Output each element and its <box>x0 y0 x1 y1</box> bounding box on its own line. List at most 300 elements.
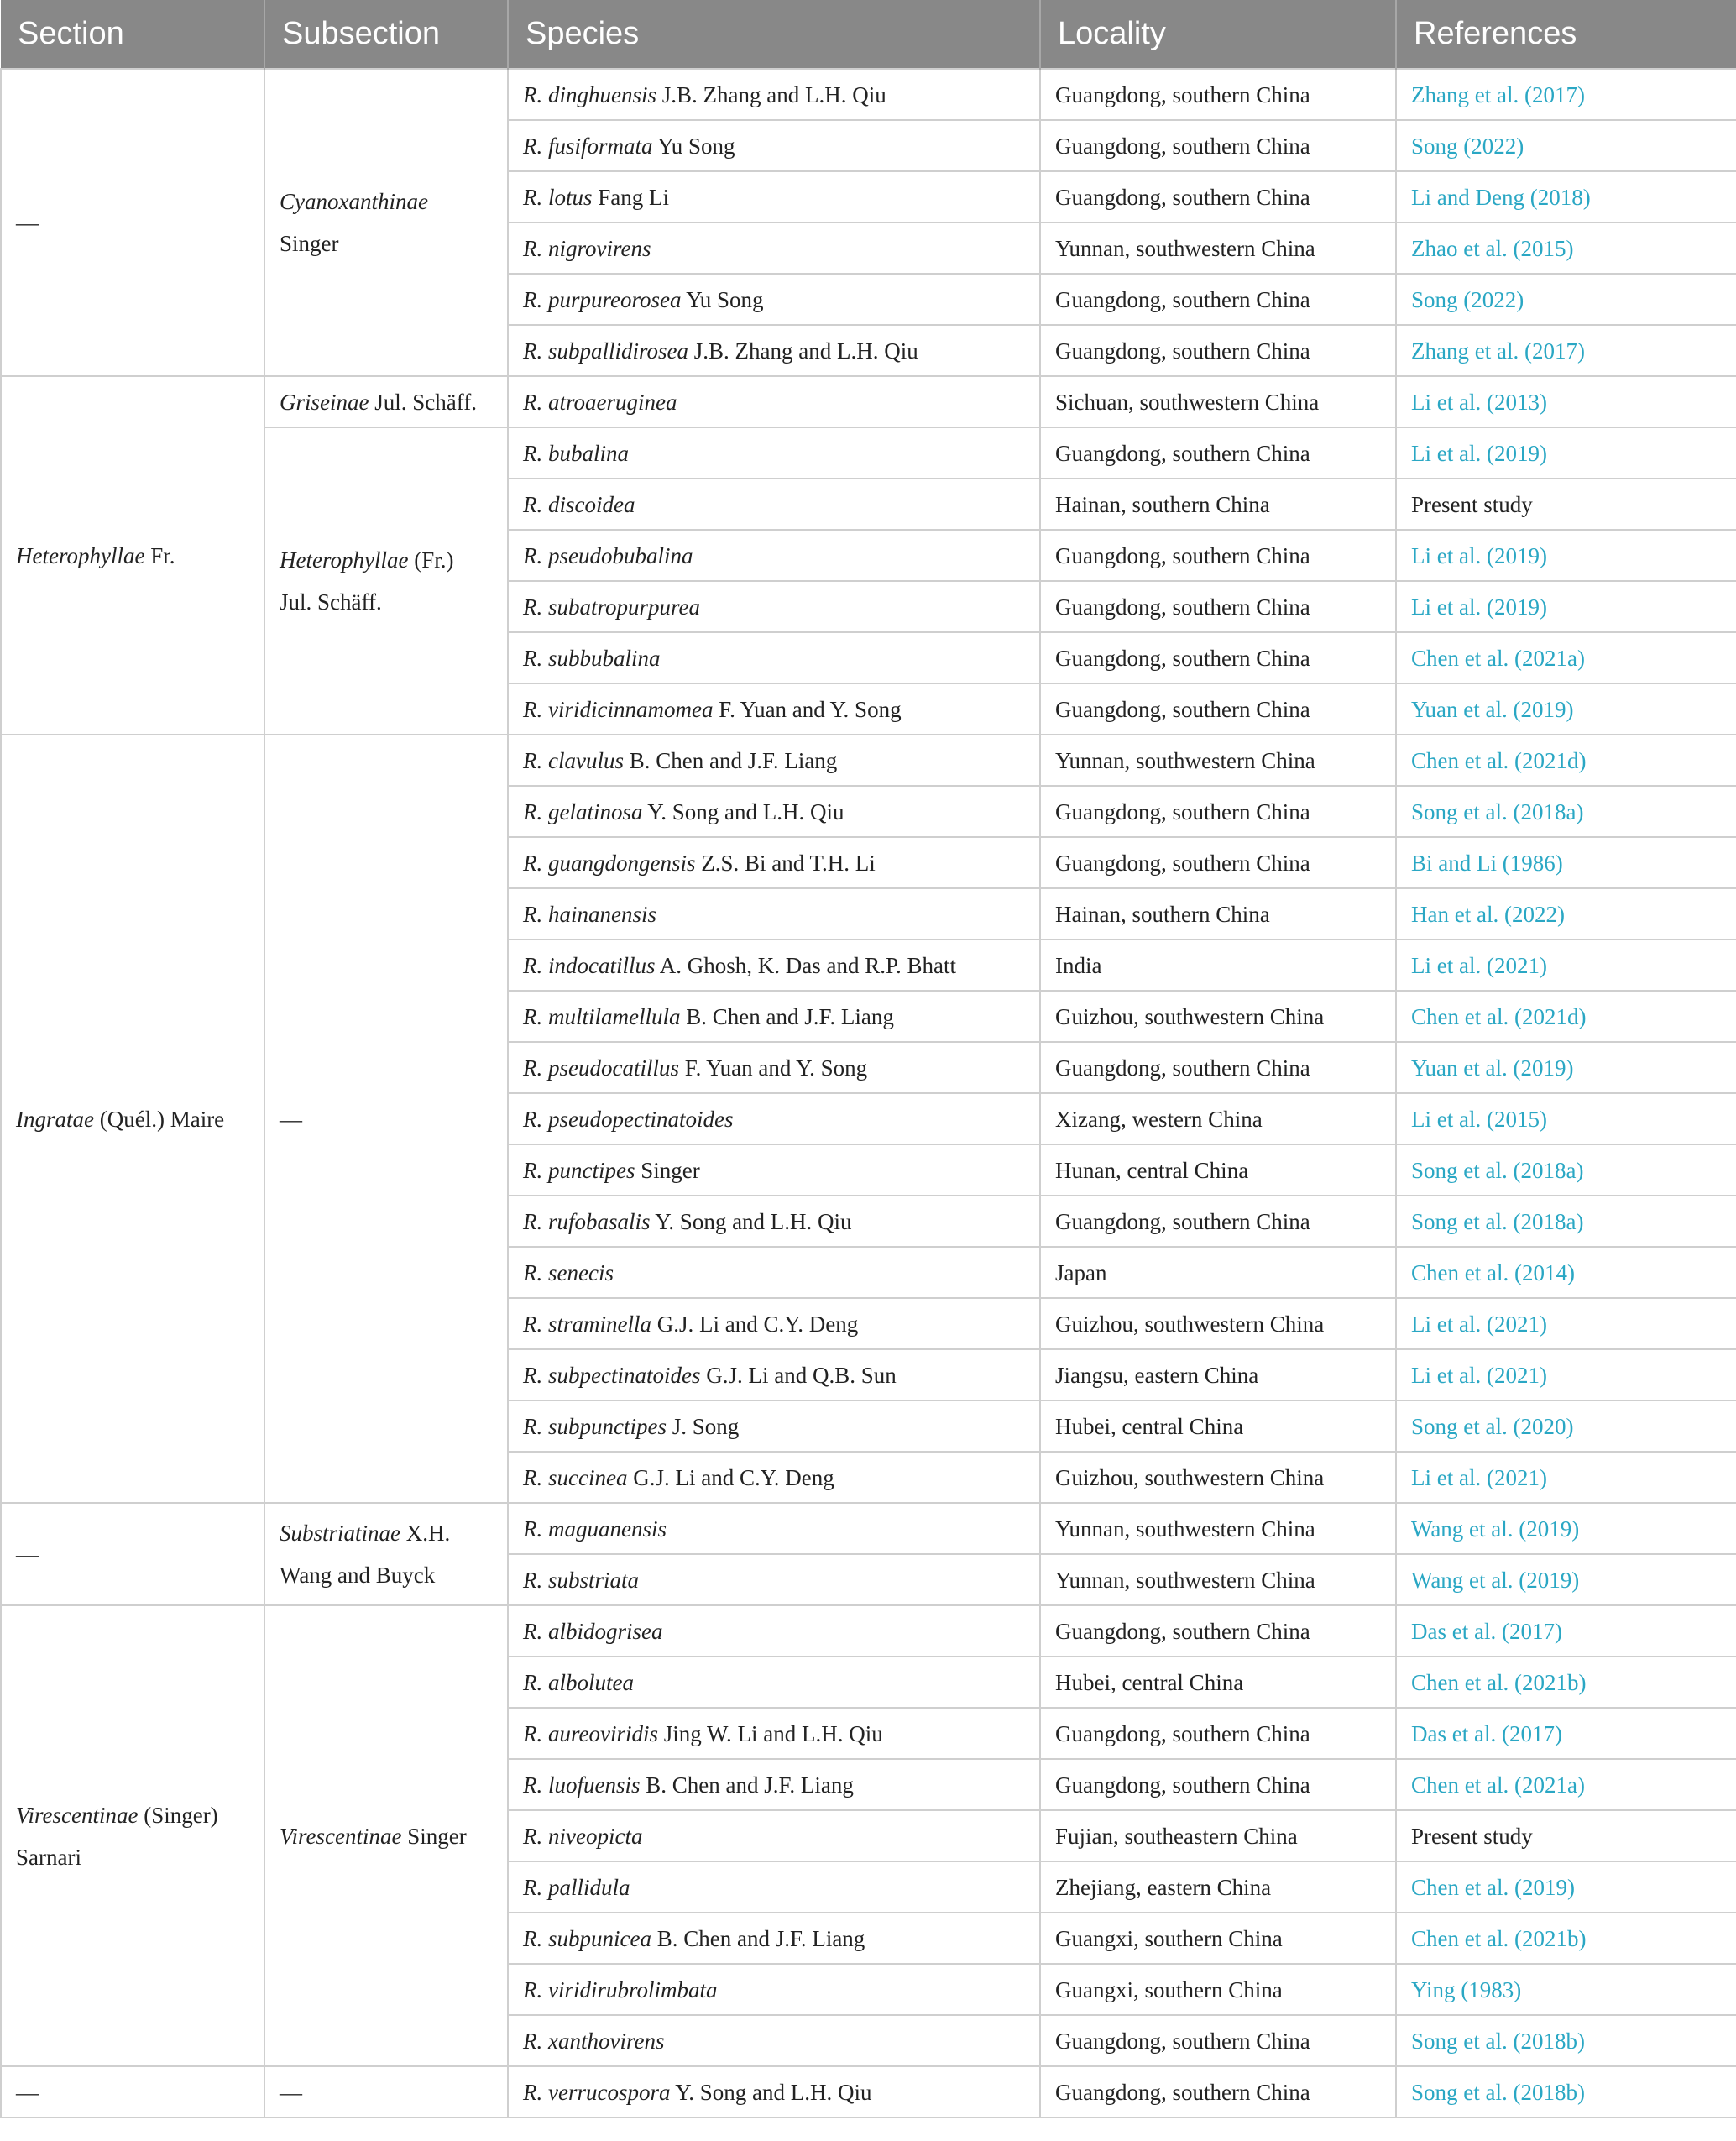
species-genus: R. <box>523 1515 543 1542</box>
species-epithet: subatropurpurea <box>548 594 701 620</box>
reference-link[interactable]: Chen et al. (2021a) <box>1411 1772 1585 1798</box>
species-epithet: albolutea <box>548 1669 634 1695</box>
species-epithet: subpallidirosea <box>548 338 689 364</box>
subsection-cell <box>264 1605 508 2066</box>
species-genus: R. <box>523 850 543 876</box>
reference-link[interactable]: Chen et al. (2021b) <box>1411 1925 1587 1951</box>
species-cell <box>508 888 1040 940</box>
reference-cell <box>1396 325 1736 376</box>
reference-link[interactable]: Han et al. (2022) <box>1411 901 1565 927</box>
species-cell <box>508 1196 1040 1247</box>
species-cell <box>508 1913 1040 1964</box>
species-epithet: rufobasalis <box>548 1208 651 1234</box>
species-epithet: atroaeruginea <box>548 389 677 415</box>
section-authority: (Singer) <box>144 1802 218 1828</box>
reference-link[interactable]: Song et al. (2020) <box>1411 1413 1574 1439</box>
species-genus: R. <box>523 1208 543 1234</box>
species-cell <box>508 1400 1040 1452</box>
locality-cell: Hunan, central China <box>1040 1144 1396 1196</box>
species-epithet: subpunctipes <box>548 1413 667 1439</box>
species-cell <box>508 1964 1040 2015</box>
species-genus: R. <box>523 1976 543 2002</box>
reference-link[interactable]: Li et al. (2021) <box>1411 952 1547 978</box>
section-cell <box>1 376 264 735</box>
species-cell <box>508 274 1040 325</box>
locality-cell: Hainan, southern China <box>1040 479 1396 530</box>
subsection-cell <box>264 427 508 735</box>
reference-cell <box>1396 171 1736 222</box>
section-authority: — <box>16 1542 39 1567</box>
species-genus: R. <box>523 1720 543 1746</box>
table-row <box>1 2066 1736 2117</box>
locality-cell: Yunnan, southwestern China <box>1040 1554 1396 1605</box>
reference-link[interactable]: Li et al. (2021) <box>1411 1464 1547 1490</box>
reference-link[interactable]: Wang et al. (2019) <box>1411 1567 1580 1593</box>
species-genus: R. <box>523 1464 543 1490</box>
subsection-authority-line2: Wang and Buyck <box>280 1563 436 1588</box>
species-author: Z.S. Bi and T.H. Li <box>701 850 876 876</box>
reference-link[interactable]: Song et al. (2018b) <box>1411 2028 1585 2054</box>
reference-link[interactable]: Wang et al. (2019) <box>1411 1515 1580 1542</box>
species-cell <box>508 1759 1040 1810</box>
locality-cell: Guangdong, southern China <box>1040 683 1396 735</box>
subsection-authority: Jul. Schäff. <box>374 389 477 415</box>
species-genus: R. <box>523 1003 543 1029</box>
species-genus: R. <box>523 1772 543 1798</box>
header-section: Section <box>1 0 264 69</box>
reference-link[interactable]: Song et al. (2018a) <box>1411 1157 1584 1183</box>
species-cell <box>508 376 1040 427</box>
species-cell <box>508 1042 1040 1093</box>
species-cell <box>508 479 1040 530</box>
reference-cell <box>1396 1349 1736 1400</box>
species-epithet: punctipes <box>548 1157 635 1183</box>
reference-cell <box>1396 1810 1736 1861</box>
species-genus: R. <box>523 389 543 415</box>
species-epithet: fusiformata <box>548 133 653 159</box>
reference-cell <box>1396 837 1736 888</box>
species-genus: R. <box>523 1823 543 1849</box>
reference-cell <box>1396 1554 1736 1605</box>
locality-cell: Guangdong, southern China <box>1040 632 1396 683</box>
species-author: B. Chen and J.F. Liang <box>686 1003 894 1029</box>
species-epithet: pallidula <box>548 1874 630 1900</box>
species-epithet: guangdongensis <box>548 850 696 876</box>
locality-cell: Guangxi, southern China <box>1040 1964 1396 2015</box>
section-authority: — <box>16 2079 39 2105</box>
subsection-taxon: Virescentinae <box>280 1823 402 1849</box>
species-author: B. Chen and J.F. Liang <box>656 1925 865 1951</box>
species-epithet: lotus <box>548 184 593 210</box>
species-cell <box>508 735 1040 786</box>
reference-cell <box>1396 2015 1736 2066</box>
locality-cell: Guangdong, southern China <box>1040 120 1396 171</box>
locality-cell: Guangdong, southern China <box>1040 2015 1396 2066</box>
locality-cell: India <box>1040 940 1396 991</box>
species-epithet: luofuensis <box>548 1772 641 1798</box>
reference-link[interactable]: Li et al. (2015) <box>1411 1106 1547 1132</box>
species-cell <box>508 837 1040 888</box>
reference-cell <box>1396 376 1736 427</box>
species-genus: R. <box>523 133 543 159</box>
reference-cell <box>1396 1605 1736 1657</box>
locality-cell: Guangdong, southern China <box>1040 1759 1396 1810</box>
species-genus: R. <box>523 1567 543 1593</box>
species-author: Y. Song and L.H. Qiu <box>647 798 844 824</box>
reference-cell <box>1396 683 1736 735</box>
section-cell <box>1 735 264 1503</box>
reference-link[interactable]: Song et al. (2018a) <box>1411 798 1584 824</box>
subsection-authority: (Fr.) <box>414 547 454 573</box>
species-author: Y. Song and L.H. Qiu <box>675 2079 872 2105</box>
species-cell <box>508 427 1040 479</box>
species-epithet: clavulus <box>548 747 624 773</box>
section-taxon: Heterophyllae <box>16 542 145 568</box>
species-genus: R. <box>523 1106 543 1132</box>
locality-cell: Guangdong, southern China <box>1040 581 1396 632</box>
species-epithet: albidogrisea <box>548 1618 663 1644</box>
section-authority: (Quél.) Maire <box>99 1106 225 1132</box>
species-genus: R. <box>523 1669 543 1695</box>
species-cell <box>508 2015 1040 2066</box>
header-row <box>1 0 1736 69</box>
reference-link[interactable]: Yuan et al. (2019) <box>1411 1055 1574 1081</box>
species-author: B. Chen and J.F. Liang <box>629 747 838 773</box>
species-cell <box>508 1144 1040 1196</box>
species-cell <box>508 1247 1040 1298</box>
species-cell <box>508 1554 1040 1605</box>
section-authority: — <box>16 210 39 235</box>
reference-link[interactable]: Zhao et al. (2015) <box>1411 235 1574 261</box>
reference-cell <box>1396 1708 1736 1759</box>
locality-cell: Sichuan, southwestern China <box>1040 376 1396 427</box>
subsection-authority: Singer <box>407 1823 467 1849</box>
reference-link[interactable]: Song et al. (2018a) <box>1411 1208 1584 1234</box>
header-species: Species <box>508 0 1040 69</box>
subsection-cell <box>264 1503 508 1605</box>
reference-cell <box>1396 530 1736 581</box>
subsection-cell <box>264 69 508 376</box>
species-cell <box>508 1093 1040 1144</box>
locality-cell: Yunnan, southwestern China <box>1040 735 1396 786</box>
species-epithet: gelatinosa <box>548 798 643 824</box>
species-cell <box>508 120 1040 171</box>
reference-text: Present study <box>1411 491 1533 517</box>
species-author: B. Chen and J.F. Liang <box>646 1772 854 1798</box>
species-author: J.B. Zhang and L.H. Qiu <box>661 81 886 107</box>
species-genus: R. <box>523 1055 543 1081</box>
table-body <box>1 69 1736 2117</box>
species-author: G.J. Li and C.Y. Deng <box>656 1311 859 1337</box>
species-genus: R. <box>523 2028 543 2054</box>
species-genus: R. <box>523 1259 543 1285</box>
locality-cell: Guizhou, southwestern China <box>1040 1298 1396 1349</box>
section-cell <box>1 1605 264 2066</box>
subsection-cell <box>264 2066 508 2117</box>
subsection-authority: — <box>280 1106 302 1132</box>
species-author: Yu Song <box>657 133 735 159</box>
table-row <box>1 69 1736 120</box>
reference-cell <box>1396 2066 1736 2117</box>
section-authority-line2: Sarnari <box>16 1844 81 1870</box>
species-epithet: maguanensis <box>548 1515 667 1542</box>
subsection-cell <box>264 376 508 427</box>
subsection-authority-line2: Singer <box>280 231 339 256</box>
species-epithet: indocatillus <box>548 952 656 978</box>
species-author: J.B. Zhang and L.H. Qiu <box>693 338 918 364</box>
species-epithet: subpunicea <box>548 1925 651 1951</box>
species-author: F. Yuan and Y. Song <box>684 1055 868 1081</box>
reference-cell <box>1396 1298 1736 1349</box>
table-row <box>1 376 1736 427</box>
reference-cell <box>1396 1657 1736 1708</box>
reference-link[interactable]: Das et al. (2017) <box>1411 1720 1562 1746</box>
reference-cell <box>1396 120 1736 171</box>
species-epithet: bubalina <box>548 440 630 466</box>
species-author: Y. Song and L.H. Qiu <box>655 1208 852 1234</box>
species-epithet: verrucospora <box>548 2079 671 2105</box>
reference-text: Present study <box>1411 1823 1533 1849</box>
locality-cell: Guizhou, southwestern China <box>1040 1452 1396 1503</box>
species-author: Singer <box>641 1157 700 1183</box>
table-row <box>1 1605 1736 1657</box>
locality-cell: Guangxi, southern China <box>1040 1913 1396 1964</box>
species-cell <box>508 1349 1040 1400</box>
reference-link[interactable]: Song et al. (2018b) <box>1411 2079 1585 2105</box>
species-cell <box>508 530 1040 581</box>
species-epithet: hainanensis <box>548 901 657 927</box>
species-genus: R. <box>523 1362 543 1388</box>
species-author: A. Ghosh, K. Das and R.P. Bhatt <box>659 952 957 978</box>
reference-link[interactable]: Zhang et al. (2017) <box>1411 338 1585 364</box>
locality-cell: Guangdong, southern China <box>1040 1605 1396 1657</box>
species-author: Yu Song <box>686 286 764 312</box>
section-taxon: Virescentinae <box>16 1802 139 1828</box>
species-cell <box>508 325 1040 376</box>
reference-link[interactable]: Chen et al. (2019) <box>1411 1874 1575 1900</box>
species-epithet: pseudopectinatoides <box>548 1106 734 1132</box>
species-epithet: dinghuensis <box>548 81 657 107</box>
reference-link[interactable]: Ying (1983) <box>1411 1976 1522 2002</box>
section-cell <box>1 1503 264 1605</box>
reference-cell <box>1396 1861 1736 1913</box>
species-epithet: discoidea <box>548 491 635 517</box>
table-row <box>1 735 1736 786</box>
species-epithet: pseudobubalina <box>548 542 693 568</box>
species-cell <box>508 1605 1040 1657</box>
species-epithet: niveopicta <box>548 1823 643 1849</box>
species-epithet: succinea <box>548 1464 628 1490</box>
species-cell <box>508 991 1040 1042</box>
species-cell <box>508 1298 1040 1349</box>
reference-cell <box>1396 940 1736 991</box>
reference-cell <box>1396 581 1736 632</box>
reference-link[interactable]: Li et al. (2019) <box>1411 594 1547 620</box>
locality-cell: Yunnan, southwestern China <box>1040 222 1396 274</box>
reference-cell <box>1396 274 1736 325</box>
species-epithet: nigrovirens <box>548 235 651 261</box>
reference-link[interactable]: Li et al. (2021) <box>1411 1311 1547 1337</box>
species-genus: R. <box>523 1925 543 1951</box>
species-author: F. Yuan and Y. Song <box>719 696 902 722</box>
species-cell <box>508 940 1040 991</box>
species-cell <box>508 683 1040 735</box>
reference-link[interactable]: Yuan et al. (2019) <box>1411 696 1574 722</box>
species-epithet: viridicinnamomea <box>548 696 714 722</box>
species-genus: R. <box>523 1618 543 1644</box>
locality-cell: Guangdong, southern China <box>1040 1708 1396 1759</box>
species-epithet: straminella <box>548 1311 652 1337</box>
species-genus: R. <box>523 1157 543 1183</box>
species-genus: R. <box>523 696 543 722</box>
locality-cell: Fujian, southeastern China <box>1040 1810 1396 1861</box>
reference-link[interactable]: Chen et al. (2021d) <box>1411 1003 1587 1029</box>
locality-cell: Guangdong, southern China <box>1040 837 1396 888</box>
header-subsection: Subsection <box>264 0 508 69</box>
reference-cell <box>1396 1400 1736 1452</box>
reference-cell <box>1396 479 1736 530</box>
reference-cell <box>1396 1196 1736 1247</box>
section-taxon: Ingratae <box>16 1106 94 1132</box>
locality-cell: Guangdong, southern China <box>1040 786 1396 837</box>
section-authority: Fr. <box>150 542 175 568</box>
species-epithet: aureoviridis <box>548 1720 658 1746</box>
locality-cell: Hubei, central China <box>1040 1657 1396 1708</box>
reference-cell <box>1396 1503 1736 1554</box>
locality-cell: Japan <box>1040 1247 1396 1298</box>
species-genus: R. <box>523 491 543 517</box>
species-epithet: viridirubrolimbata <box>548 1976 718 2002</box>
locality-cell: Guangdong, southern China <box>1040 69 1396 120</box>
species-genus: R. <box>523 645 543 671</box>
reference-cell <box>1396 1964 1736 2015</box>
section-cell <box>1 69 264 376</box>
species-genus: R. <box>523 286 543 312</box>
species-epithet: senecis <box>548 1259 614 1285</box>
reference-link[interactable]: Li et al. (2013) <box>1411 389 1547 415</box>
reference-cell <box>1396 991 1736 1042</box>
species-genus: R. <box>523 81 543 107</box>
reference-link[interactable]: Chen et al. (2021d) <box>1411 747 1587 773</box>
species-genus: R. <box>523 901 543 927</box>
species-genus: R. <box>523 1311 543 1337</box>
locality-cell: Guangdong, southern China <box>1040 325 1396 376</box>
species-genus: R. <box>523 440 543 466</box>
species-cell <box>508 1810 1040 1861</box>
reference-link[interactable]: Bi and Li (1986) <box>1411 850 1563 876</box>
species-epithet: purpureorosea <box>548 286 682 312</box>
locality-cell: Yunnan, southwestern China <box>1040 1503 1396 1554</box>
species-cell <box>508 222 1040 274</box>
species-author: J. Song <box>672 1413 740 1439</box>
species-author: G.J. Li and Q.B. Sun <box>706 1362 897 1388</box>
species-author: Fang Li <box>598 184 670 210</box>
subsection-authority: X.H. <box>405 1521 451 1546</box>
species-genus: R. <box>523 235 543 261</box>
reference-cell <box>1396 1042 1736 1093</box>
locality-cell: Guangdong, southern China <box>1040 1196 1396 1247</box>
species-cell <box>508 786 1040 837</box>
species-epithet: pseudocatillus <box>548 1055 679 1081</box>
reference-link[interactable]: Chen et al. (2021a) <box>1411 645 1585 671</box>
reference-link[interactable]: Li et al. (2021) <box>1411 1362 1547 1388</box>
header-locality: Locality <box>1040 0 1396 69</box>
reference-cell <box>1396 427 1736 479</box>
species-genus: R. <box>523 184 543 210</box>
reference-cell <box>1396 786 1736 837</box>
reference-cell <box>1396 735 1736 786</box>
subsection-authority: — <box>280 2079 302 2105</box>
reference-link[interactable]: Zhang et al. (2017) <box>1411 81 1585 107</box>
reference-link[interactable]: Das et al. (2017) <box>1411 1618 1562 1644</box>
species-cell <box>508 1452 1040 1503</box>
species-epithet: multilamellula <box>548 1003 681 1029</box>
species-epithet: subpectinatoides <box>548 1362 701 1388</box>
reference-link[interactable]: Song (2022) <box>1411 286 1524 312</box>
species-genus: R. <box>523 1874 543 1900</box>
reference-link[interactable]: Li et al. (2019) <box>1411 440 1547 466</box>
reference-link[interactable]: Song (2022) <box>1411 133 1524 159</box>
species-author: Jing W. Li and L.H. Qiu <box>663 1720 883 1746</box>
species-cell <box>508 1503 1040 1554</box>
species-genus: R. <box>523 594 543 620</box>
species-cell <box>508 1708 1040 1759</box>
reference-cell <box>1396 632 1736 683</box>
species-genus: R. <box>523 798 543 824</box>
locality-cell: Hubei, central China <box>1040 1400 1396 1452</box>
section-cell <box>1 2066 264 2117</box>
species-cell <box>508 2066 1040 2117</box>
subsection-taxon: Heterophyllae <box>280 547 409 573</box>
species-cell <box>508 69 1040 120</box>
locality-cell: Guizhou, southwestern China <box>1040 991 1396 1042</box>
reference-cell <box>1396 1759 1736 1810</box>
reference-link[interactable]: Chen et al. (2014) <box>1411 1259 1575 1285</box>
locality-cell: Jiangsu, eastern China <box>1040 1349 1396 1400</box>
locality-cell: Zhejiang, eastern China <box>1040 1861 1396 1913</box>
species-cell <box>508 581 1040 632</box>
subsection-taxon: Cyanoxanthinae <box>280 189 428 214</box>
reference-link[interactable]: Chen et al. (2021b) <box>1411 1669 1587 1695</box>
header-references: References <box>1396 0 1736 69</box>
species-author: G.J. Li and C.Y. Deng <box>633 1464 834 1490</box>
species-epithet: subbubalina <box>548 645 661 671</box>
species-genus: R. <box>523 952 543 978</box>
locality-cell: Guangdong, southern China <box>1040 427 1396 479</box>
reference-cell <box>1396 1913 1736 1964</box>
locality-cell: Xizang, western China <box>1040 1093 1396 1144</box>
subsection-cell <box>264 735 508 1503</box>
species-genus: R. <box>523 338 543 364</box>
subsection-taxon: Substriatinae <box>280 1521 401 1546</box>
reference-link[interactable]: Li et al. (2019) <box>1411 542 1547 568</box>
table-row <box>1 1503 1736 1554</box>
locality-cell: Hainan, southern China <box>1040 888 1396 940</box>
species-cell <box>508 632 1040 683</box>
reference-cell <box>1396 1144 1736 1196</box>
species-genus: R. <box>523 2079 543 2105</box>
species-epithet: xanthovirens <box>548 2028 665 2054</box>
reference-cell <box>1396 69 1736 120</box>
species-genus: R. <box>523 542 543 568</box>
reference-cell <box>1396 888 1736 940</box>
locality-cell: Guangdong, southern China <box>1040 530 1396 581</box>
reference-cell <box>1396 1452 1736 1503</box>
species-genus: R. <box>523 747 543 773</box>
species-cell <box>508 1657 1040 1708</box>
reference-link[interactable]: Li and Deng (2018) <box>1411 184 1591 210</box>
reference-cell <box>1396 1247 1736 1298</box>
